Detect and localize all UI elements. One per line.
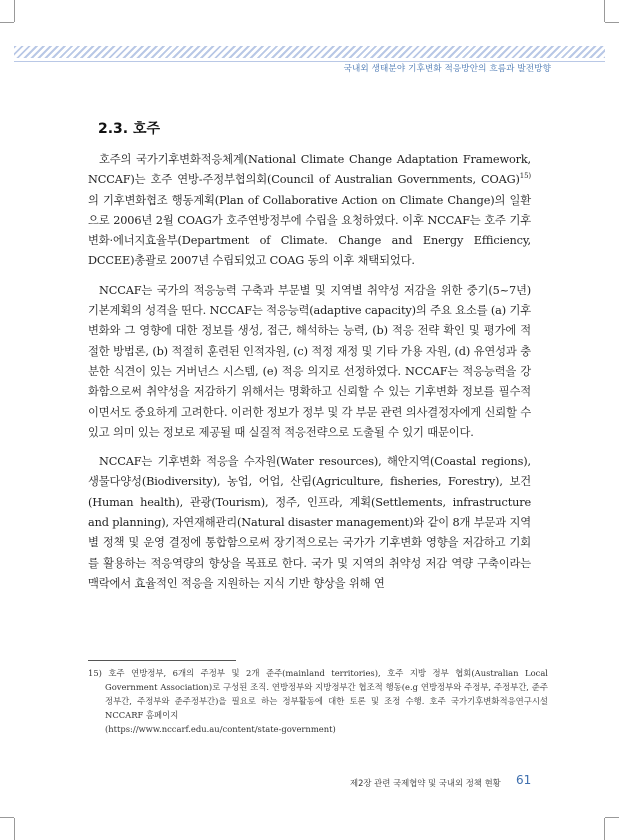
running-header: 국내외 생태분야 기후변화 적응방안의 흐름과 발전방향 bbox=[343, 64, 551, 74]
paragraph-2: NCCAF는 국가의 적응능력 구축과 부문별 및 지역별 취약성 저감을 위한 중기(5~7년) 기본계획의 성격을 띤다. NCCAF는 적응능력(adaptive capacity)의 주요 요소를 (a) 기후변화와 그 영향에 대한 정보를 생성, 접근, 해석하는 능력, (b) 적응 전략 확인 및 평가에 적절한 방법론, (b) 적절히 훈련된 인적자원, (c) 적정 재정 및 기타 가용 자원, (d) 유연성과 충분한 식견이 있는 거버넌스 시스템, (e) 적응 의지로 선정하였다. NCCAF는 적응능력을 강화함으로써 취약성을 저감하기 위해서는 명확하고 신뢰할 수 있는 기후변화 정보를 필수적이면서도 중요하게 고려한다. 이러한 정보가 정부 및 각 부문 관련 의사결정자에게 신뢰할 수 있고 의미 있는 정보로 제공될 때 실질적 적응전략으로 도출될 수 있기 때문이다. bbox=[88, 283, 531, 439]
section-title: 2.3. 호주 bbox=[98, 121, 161, 137]
running-footer: 제2장 관련 국제협약 및 국내외 정책 현황 bbox=[350, 778, 501, 788]
page-number: 61 bbox=[516, 773, 532, 787]
header-hatch-band bbox=[14, 46, 605, 58]
crop-mark bbox=[0, 817, 14, 818]
crop-mark bbox=[604, 0, 605, 22]
body-text bbox=[88, 150, 531, 603]
crop-mark bbox=[605, 22, 619, 23]
crop-mark bbox=[605, 817, 619, 818]
crop-mark bbox=[14, 818, 15, 840]
paragraph-1-part-b: 의 기후변화협조 행동계획(Plan of Collaborative Action on Climate Change)의 일환으로 2006년 2월 COAG가 호주연방정부에 수립을 요청하였다. 이후 NCCAF는 호주 기후변화·에너지효율부(Department of Climate. Change and Energy Efficiency, DCCEE)총괄로 2007년 수립되었고 COAG 동의 이후 채택되었다. bbox=[88, 193, 531, 268]
footnote-divider bbox=[88, 660, 236, 661]
footnote-ref-15: 15) bbox=[519, 172, 531, 181]
crop-mark bbox=[14, 0, 15, 22]
paragraph-1 bbox=[88, 150, 531, 272]
footnote-url: (https://www.nccarf.edu.au/content/state-government) bbox=[105, 724, 336, 734]
footnote-15 bbox=[88, 666, 548, 736]
paragraph-3: NCCAF는 기후변화 적응을 수자원(Water resources), 해안지역(Coastal regions), 생물다양성(Biodiversity), 농업, 어업, 산림(Agriculture, fisheries, Forestry), 보건(Human health), 관광(Tourism), 정주, 인프라, 계획(Settlements, infrastructure and planning), 자연재해관리(Natural disaster management)와 같이 8개 부문과 지역별 정책 및 운영 결정에 통합함으로써 장기적으로는 국가가 기후변화 영향을 저감하고 기회를 활용하는 적응역량의 향상을 목표로 한다. 국가 및 지역의 취약성 저감 역량 구축이라는 맥락에서 효율적인 적응을 지원하는 지식 기반 향상을 위해 연 bbox=[88, 455, 531, 590]
footnote-text: 15) 호주 연방정부, 6개의 주정부 및 2개 준주(mainland territories), 호주 지방 정부 협회(Australian Local Government Association)로 구성된 조직. 연방정부와 지방정부간 협조적 행동(e.g 연방정부와 주정부, 주정부간, 준주정부간, 주정부와 준주정부간)을 필요로 하는 정부활동에 대한 토론 및 조정 수행. 호주 국가기후변화적응연구시설 NCCARF 홈페이지 bbox=[88, 668, 548, 720]
paragraph-1-part-a: 호주의 국가기후변화적응체계(National Climate Change Adaptation Framework, NCCAF)는 호주 연방-주정부협의회(Council of Australian Governments, COAG) bbox=[88, 153, 531, 187]
crop-mark bbox=[0, 22, 14, 23]
crop-mark bbox=[604, 818, 605, 840]
